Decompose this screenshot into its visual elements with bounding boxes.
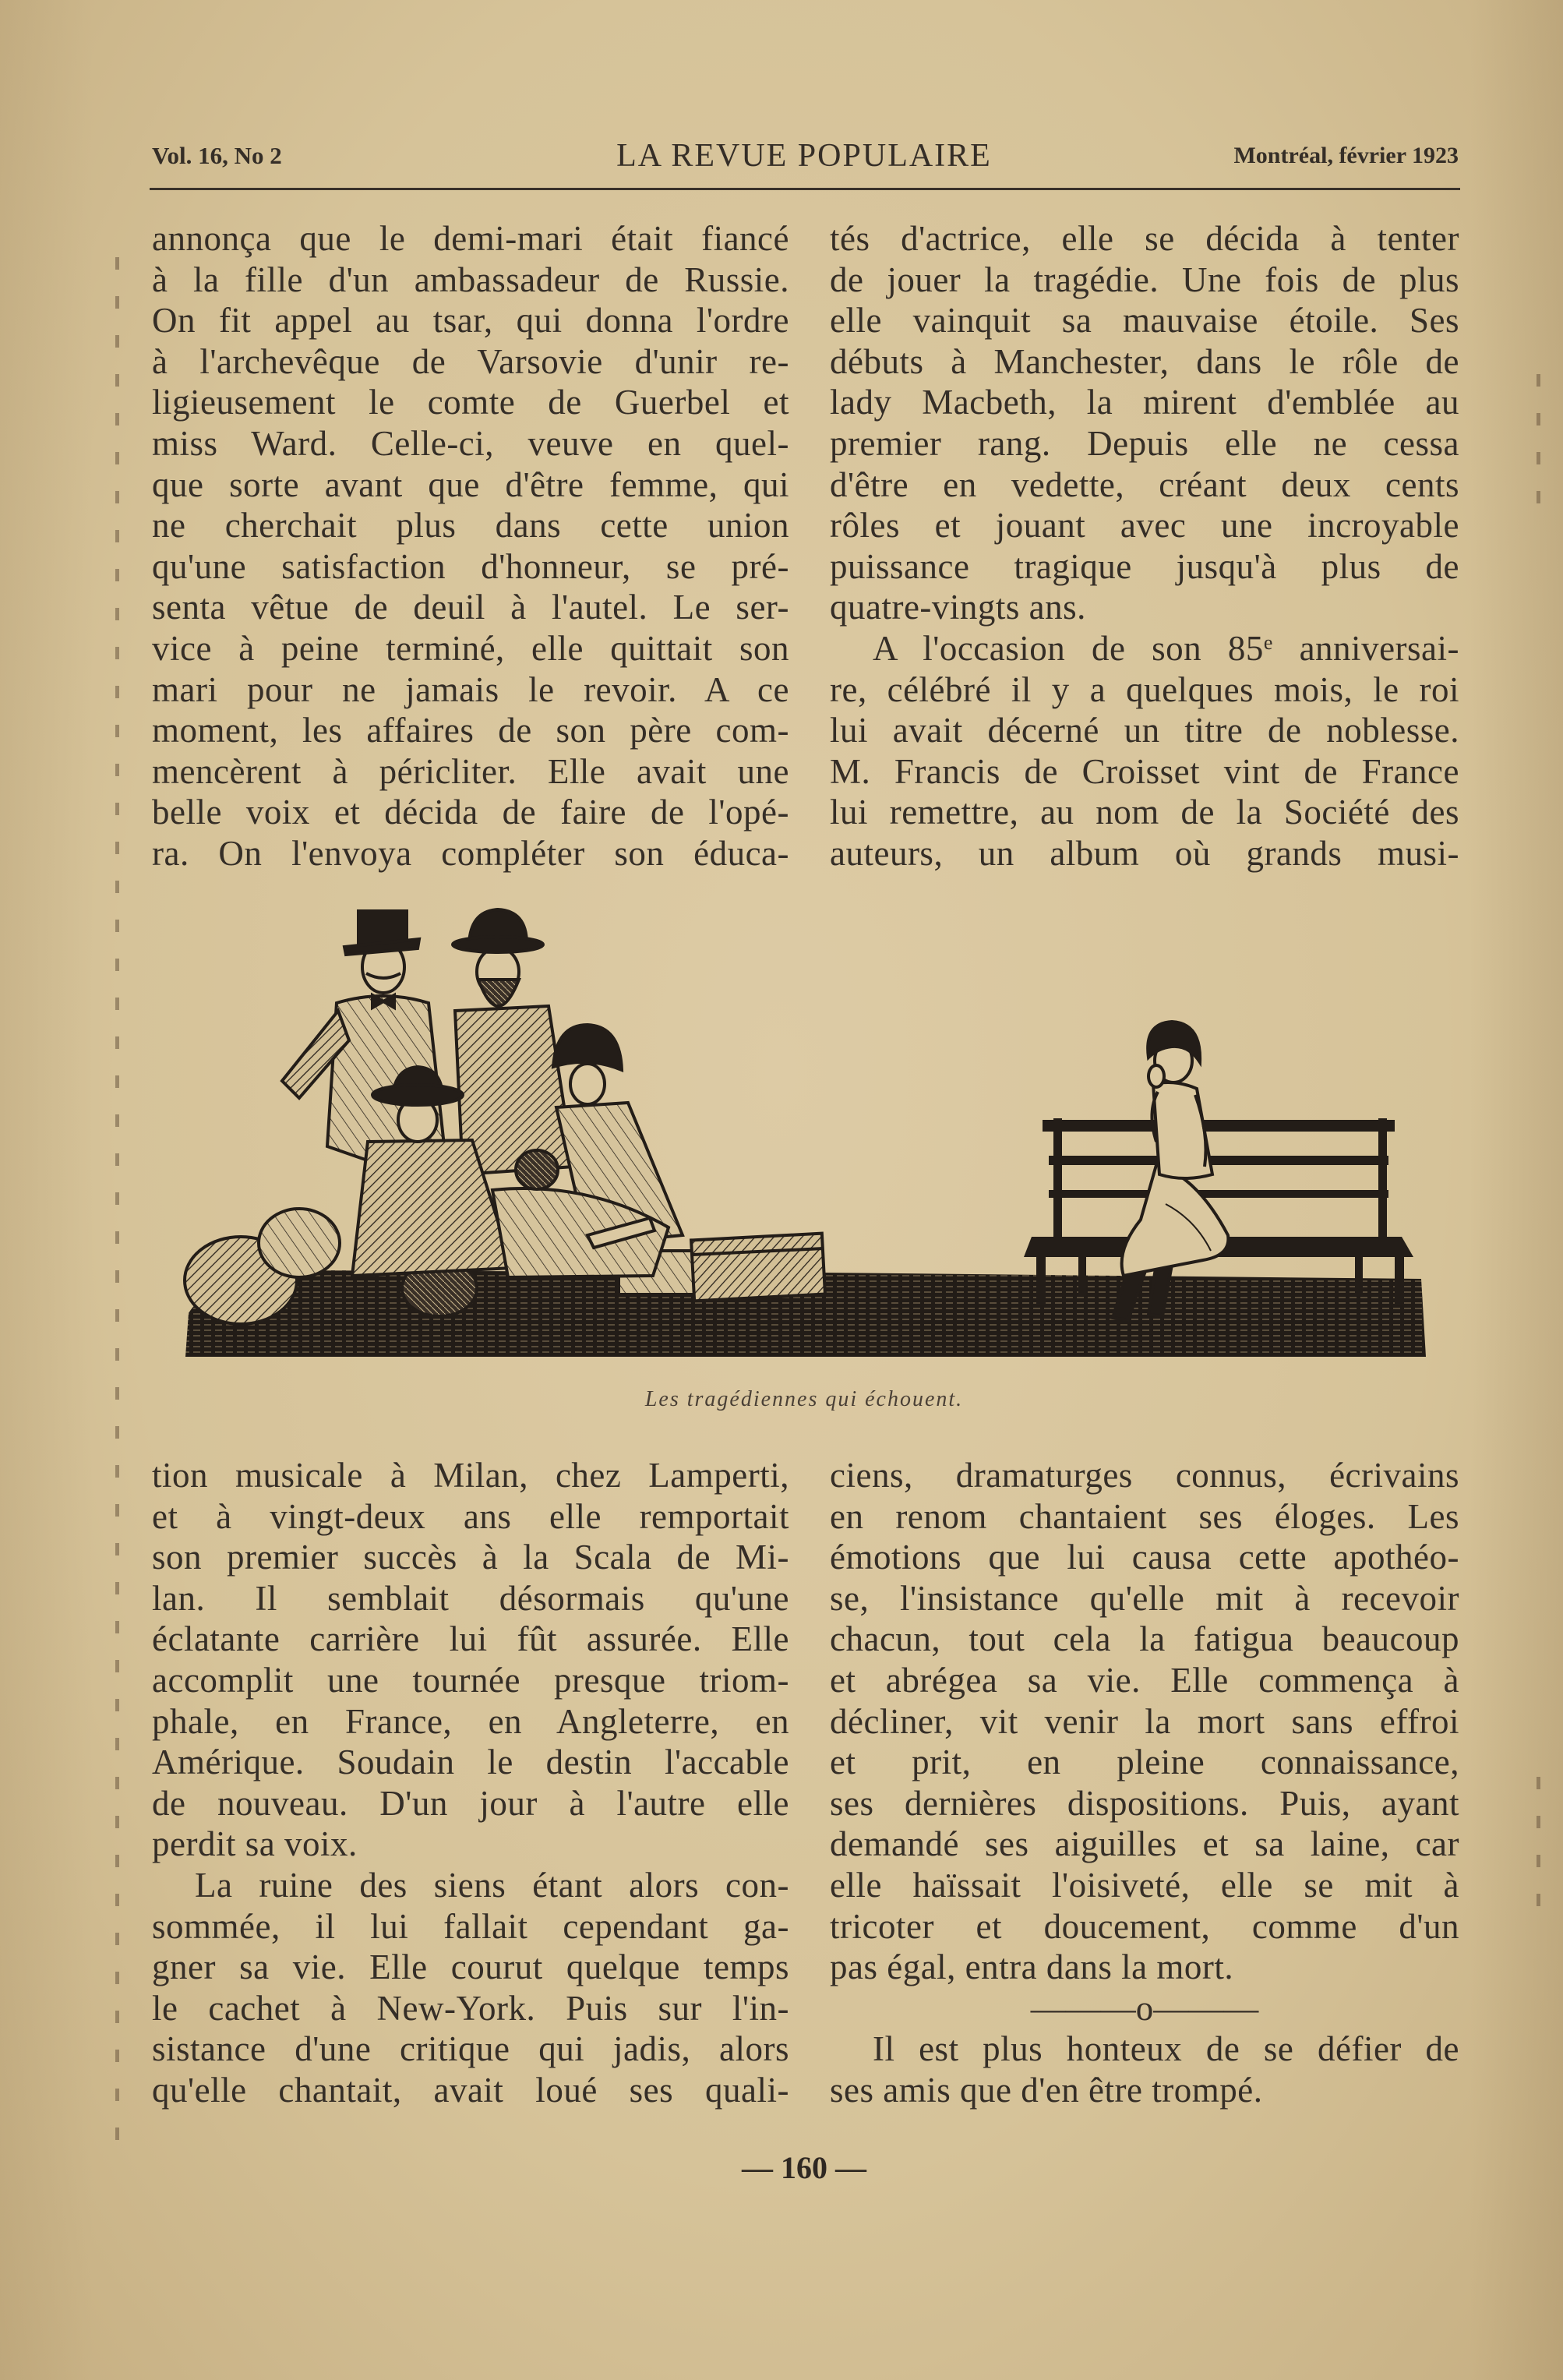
- text-line: d'être en vedette, créant deux cents: [830, 464, 1459, 504]
- text-line: vice à peine terminé, elle quittait son: [152, 628, 789, 668]
- text-line: qu'elle chantait, avait loué ses quali-: [152, 2070, 789, 2110]
- text-line: en renom chantaient ses éloges. Les: [830, 1496, 1459, 1536]
- text-line: ciens, dramaturges connus, écrivains: [830, 1456, 1459, 1495]
- text-line: lui remettre, au nom de la Société des: [830, 793, 1459, 832]
- text-line: lan. Il semblait désormais qu'une: [152, 1578, 789, 1618]
- ordinal-superscript: e: [1263, 630, 1273, 654]
- text-line: qu'une satisfaction d'honneur, se pré-: [152, 546, 789, 586]
- text-line: à la fille d'un ambassadeur de Russie.: [152, 260, 789, 299]
- text-line: sommée, il lui fallait cependant ga-: [152, 1906, 789, 1946]
- text-line: quatre-vingts ans.: [830, 588, 1086, 627]
- text-line: émotions que lui causa cette apothéo-: [830, 1538, 1459, 1577]
- right-edge-marks-lower: [1537, 1777, 1540, 1925]
- text-line: gner sa vie. Elle courut quelque temps: [152, 1947, 789, 1987]
- magazine-title: LA REVUE POPULAIRE: [616, 138, 992, 174]
- text-line: premier rang. Depuis elle ne cessa: [830, 423, 1459, 463]
- text-line: pas égal, entra dans la mort.: [830, 1947, 1234, 1987]
- text-line: re, célébré il y a quelques mois, le roi: [830, 669, 1459, 709]
- text-line: Amérique. Soudain le destin l'accable: [152, 1743, 789, 1782]
- anniversary-text-after: anniversai-: [1272, 628, 1459, 668]
- text-line: demandé ses aiguilles et sa laine, car: [830, 1824, 1459, 1864]
- text-line: chacun, tout cela la fatigua beaucoup: [830, 1619, 1459, 1659]
- text-line: de nouveau. D'un jour à l'autre elle: [152, 1783, 789, 1823]
- text-line: La ruine des siens étant alors con-: [195, 1865, 789, 1905]
- text-line: et prit, en pleine connaissance,: [830, 1743, 1459, 1782]
- section-separator: ———o———: [1030, 1988, 1259, 2028]
- text-line: débuts à Manchester, dans le rôle de: [830, 341, 1459, 381]
- text-line: M. Francis de Croisset vint de France: [830, 751, 1459, 791]
- text-line: de jouer la tragédie. Une fois de plus: [830, 260, 1459, 299]
- text-line: auteurs, un album où grands musi-: [830, 833, 1459, 873]
- volume-number: Vol. 16, No 2: [152, 142, 282, 169]
- text-line: mencèrent à péricliter. Elle avait une: [152, 751, 789, 791]
- text-column-top-right: [830, 218, 1459, 874]
- text-line: ne cherchait plus dans cette union: [152, 506, 789, 546]
- text-line: que sorte avant que d'être femme, qui: [152, 464, 789, 504]
- text-line: tricoter et doucement, comme d'un: [830, 1906, 1459, 1946]
- maxim-line: Il est plus honteux de se défier de: [873, 2029, 1459, 2069]
- maxim-line: ses amis que d'en être trompé.: [830, 2070, 1263, 2110]
- woman-on-bench: [1113, 1022, 1228, 1320]
- text-line: puissance tragique jusqu'à plus de: [830, 546, 1459, 586]
- text-line: miss Ward. Celle-ci, veuve en quel-: [152, 423, 789, 463]
- text-line: phale, en France, en Angleterre, en: [152, 1701, 789, 1741]
- text-line: senta vêtue de deuil à l'autel. Le ser-: [152, 588, 789, 627]
- header-rule: [150, 188, 1460, 190]
- text-line: à l'archevêque de Varsovie d'unir re-: [152, 341, 789, 381]
- text-line: le cachet à New-York. Puis sur l'in-: [152, 1988, 789, 2028]
- anniversary-text-before: A l'occasion de son 85: [873, 628, 1264, 668]
- text-line: On fit appel au tsar, qui donna l'ordre: [152, 301, 789, 341]
- text-line: ra. On l'envoya compléter son éduca-: [152, 833, 789, 873]
- text-line: et abrégea sa vie. Elle commença à: [830, 1660, 1459, 1700]
- text-line: tés d'actrice, elle se décida à tenter: [830, 219, 1459, 258]
- right-edge-marks: [1537, 374, 1540, 522]
- text-line: et à vingt-deux ans elle remportait: [152, 1496, 789, 1536]
- text-line: rôles et jouant avec une incroyable: [830, 506, 1459, 546]
- text-line: sistance d'une critique qui jadis, alors: [152, 2029, 789, 2069]
- illustration-caption: Les tragédiennes qui échouent.: [644, 1387, 964, 1411]
- binding-stitch-marks: [115, 257, 119, 2143]
- trunk: [691, 1234, 825, 1301]
- text-line: décliner, vit venir la mort sans effroi: [830, 1701, 1459, 1741]
- text-line: belle voix et décida de faire de l'opé-: [152, 793, 789, 832]
- text-line: lady Macbeth, la mirent d'emblée au: [830, 383, 1459, 422]
- text-line: son premier succès à la Scala de Mi-: [152, 1538, 789, 1577]
- text-line: lui avait décerné un titre de noblesse.: [830, 711, 1459, 750]
- bearded-man: [453, 909, 573, 1174]
- text-column-bottom-right: [830, 1455, 1459, 2111]
- text-line: ses dernières dispositions. Puis, ayant: [830, 1783, 1459, 1823]
- page-number: — 160 —: [742, 2150, 866, 2185]
- dateline: Montréal, février 1923: [1233, 143, 1459, 168]
- text-line: tion musicale à Milan, chez Lamperti,: [152, 1456, 789, 1495]
- text-line: mari pour ne jamais le revoir. A ce: [152, 669, 789, 709]
- text-line: elle haïssait l'oisiveté, elle se mit à: [830, 1865, 1459, 1905]
- text-line: se, l'insistance qu'elle mit à recevoir: [830, 1578, 1459, 1618]
- text-line-anniversary: [830, 628, 1459, 669]
- text-column-top-left: [152, 218, 789, 874]
- text-line: éclatante carrière lui fût assurée. Elle: [152, 1619, 789, 1659]
- text-line: elle vainquit sa mauvaise étoile. Ses: [830, 301, 1459, 341]
- text-line: ligieusement le comte de Guerbel et: [152, 383, 789, 422]
- text-column-bottom-left: [152, 1455, 789, 2111]
- illustration-tragediennes: [182, 908, 1429, 1360]
- text-line: perdit sa voix.: [152, 1824, 358, 1864]
- text-line: accomplit une tournée presque triom-: [152, 1660, 789, 1700]
- text-line: annonça que le demi-mari était fiancé: [152, 219, 789, 258]
- text-line: moment, les affaires de son père com-: [152, 711, 789, 750]
